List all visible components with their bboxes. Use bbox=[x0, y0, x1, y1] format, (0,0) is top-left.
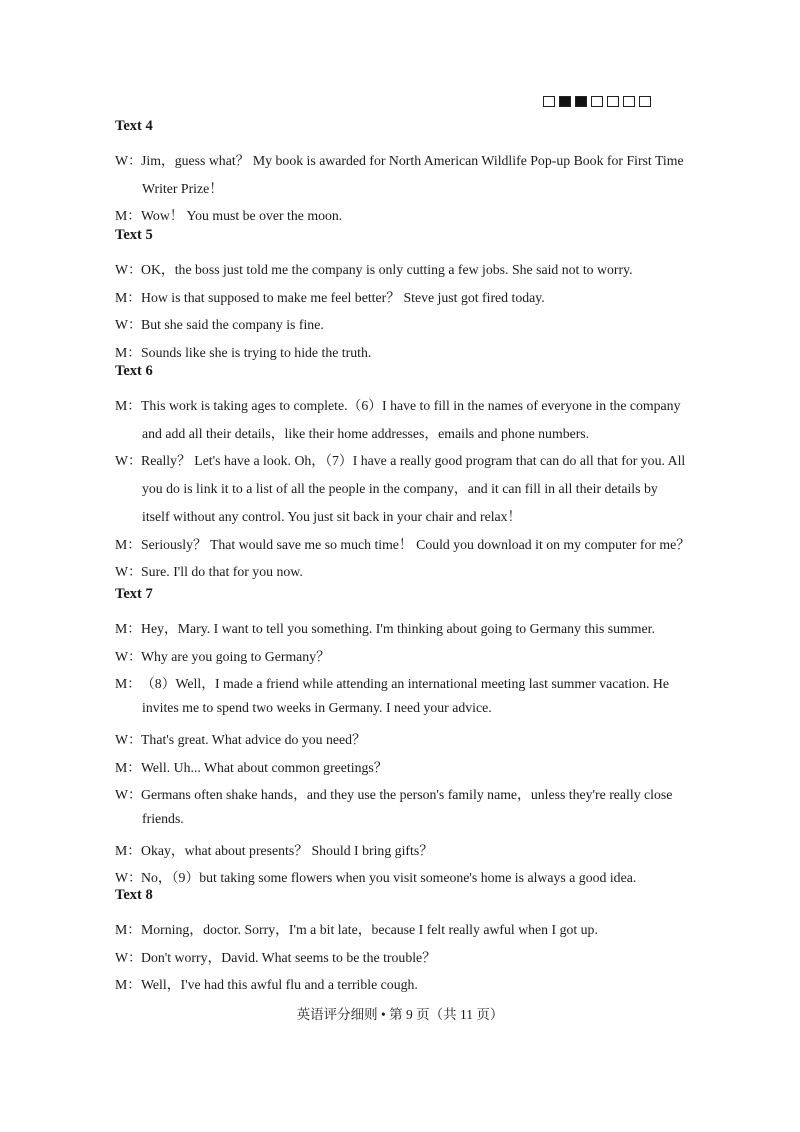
speaker-label: M： bbox=[115, 759, 142, 775]
speaker-label: W： bbox=[115, 787, 142, 803]
utterance-text: Sounds like she is trying to hide the truth. bbox=[141, 345, 372, 361]
dialogue-line bbox=[115, 728, 366, 748]
position-mark-square bbox=[591, 96, 603, 107]
dialogue-line bbox=[115, 756, 388, 776]
dialogue-line bbox=[115, 394, 680, 414]
dialogue-line bbox=[115, 313, 324, 333]
dialogue-line bbox=[142, 422, 589, 442]
section-heading: Text 8 bbox=[115, 887, 153, 903]
dialogue-line bbox=[115, 645, 330, 665]
speaker-label: W： bbox=[115, 153, 142, 168]
speaker-label: M： bbox=[115, 621, 142, 636]
speaker-label: M： bbox=[115, 676, 142, 692]
dialogue-line bbox=[115, 973, 418, 993]
section-heading: Text 4 bbox=[115, 118, 153, 134]
utterance-text: Morning，doctor. Sorry，I'm a bit late，because I felt really awful when I got up. bbox=[141, 922, 598, 937]
dialogue-line bbox=[115, 918, 598, 938]
page-position-marks bbox=[543, 96, 651, 107]
speaker-label: W： bbox=[115, 564, 142, 580]
utterance-text: （8）Well，I made a friend while attending an international meeting last summer vacation. He bbox=[141, 676, 669, 692]
speaker-label: M： bbox=[115, 977, 142, 993]
utterance-text: Writer Prize！ bbox=[142, 180, 224, 196]
position-mark-square bbox=[623, 96, 635, 107]
utterance-text: Germans often shake hands，and they use the person's family name，unless they're really close bbox=[141, 787, 673, 803]
speaker-label: M： bbox=[115, 842, 142, 858]
dialogue-line bbox=[115, 783, 672, 803]
dialogue-line bbox=[115, 946, 436, 966]
utterance-text: Seriously？ That would save me so much time！ Could you download it on my computer for me？ bbox=[140, 536, 691, 552]
utterance-text: That's great. What advice do you need？ bbox=[141, 731, 366, 747]
speaker-label: M： bbox=[115, 345, 142, 361]
speaker-label: M： bbox=[115, 536, 142, 552]
speaker-label: W： bbox=[115, 262, 142, 277]
dialogue-line bbox=[142, 477, 658, 497]
utterance-text: Well. Uh... What about common greetings？ bbox=[141, 759, 388, 775]
utterance-text: This work is taking ages to complete.（6）I have to fill in the names of everyone in the company bbox=[141, 398, 681, 413]
dialogue-line bbox=[115, 617, 655, 637]
speaker-label: W： bbox=[115, 870, 142, 886]
dialogue-line bbox=[142, 177, 223, 197]
dialogue-line bbox=[115, 533, 690, 553]
position-mark-square bbox=[559, 96, 571, 107]
utterance-text: Well，I've had this awful flu and a terrible cough. bbox=[141, 977, 418, 993]
section-heading: Text 7 bbox=[115, 586, 153, 602]
speaker-label: M： bbox=[115, 922, 142, 937]
dialogue-line bbox=[142, 700, 492, 716]
utterance-text: OK，the boss just told me the company is only cutting a few jobs. She said not to worry. bbox=[141, 262, 633, 277]
dialogue-line bbox=[115, 560, 303, 580]
dialogue-line bbox=[142, 811, 184, 827]
dialogue-line bbox=[115, 866, 636, 886]
speaker-label: M： bbox=[115, 289, 142, 305]
dialogue-line bbox=[115, 149, 684, 169]
dialogue-line bbox=[115, 204, 342, 224]
utterance-text: itself without any control. You just sit back in your chair and relax！ bbox=[142, 508, 522, 524]
dialogue-line bbox=[115, 672, 669, 692]
position-mark-square bbox=[639, 96, 651, 107]
speaker-label: W： bbox=[115, 648, 142, 664]
utterance-text: Jim，guess what？ My book is awarded for North American Wildlife Pop-up Book for First Time bbox=[141, 153, 684, 168]
speaker-label: W： bbox=[115, 317, 142, 333]
utterance-text: Really？ Let's have a look. Oh，（7）I have a really good program that can do all that for you. All bbox=[141, 453, 686, 469]
utterance-text: Wow！ You must be over the moon. bbox=[141, 208, 343, 224]
dialogue-line bbox=[115, 286, 545, 306]
speaker-label: M： bbox=[115, 398, 142, 413]
position-mark-square bbox=[607, 96, 619, 107]
utterance-text: you do is link it to a list of all the people in the company，and it can fill in all their details by bbox=[142, 481, 658, 497]
dialogue-line bbox=[142, 505, 521, 525]
utterance-text: How is that supposed to make me feel better？ Steve just got fired today. bbox=[141, 289, 545, 305]
section-heading: Text 5 bbox=[115, 227, 153, 243]
speaker-label: W： bbox=[115, 949, 142, 965]
position-mark-square bbox=[543, 96, 555, 107]
utterance-text: Okay，what about presents？ Should I bring gifts？ bbox=[141, 842, 433, 858]
speaker-label: W： bbox=[115, 731, 142, 747]
dialogue-line bbox=[115, 341, 371, 361]
utterance-text: No，（9）but taking some flowers when you visit someone's home is always a good idea. bbox=[141, 870, 637, 886]
page-footer: 英语评分细则 • 第 9 页（共 11 页） bbox=[296, 1007, 504, 1022]
utterance-text: invites me to spend two weeks in Germany. I need your advice. bbox=[142, 700, 492, 716]
utterance-text: Why are you going to Germany？ bbox=[141, 648, 330, 664]
utterance-text: Don't worry，David. What seems to be the trouble？ bbox=[141, 949, 436, 965]
dialogue-line bbox=[115, 449, 685, 469]
utterance-text: Sure. I'll do that for you now. bbox=[141, 564, 303, 580]
speaker-label: M： bbox=[115, 208, 142, 224]
utterance-text: Hey，Mary. I want to tell you something. I'm thinking about going to Germany this summer. bbox=[141, 621, 655, 636]
utterance-text: and add all their details，like their home addresses，emails and phone numbers. bbox=[142, 425, 590, 441]
position-mark-square bbox=[575, 96, 587, 107]
dialogue-line bbox=[115, 258, 633, 278]
utterance-text: friends. bbox=[142, 810, 184, 826]
speaker-label: W： bbox=[115, 453, 142, 469]
utterance-text: But she said the company is fine. bbox=[141, 317, 324, 333]
section-heading: Text 6 bbox=[115, 363, 153, 379]
dialogue-line bbox=[115, 839, 433, 859]
